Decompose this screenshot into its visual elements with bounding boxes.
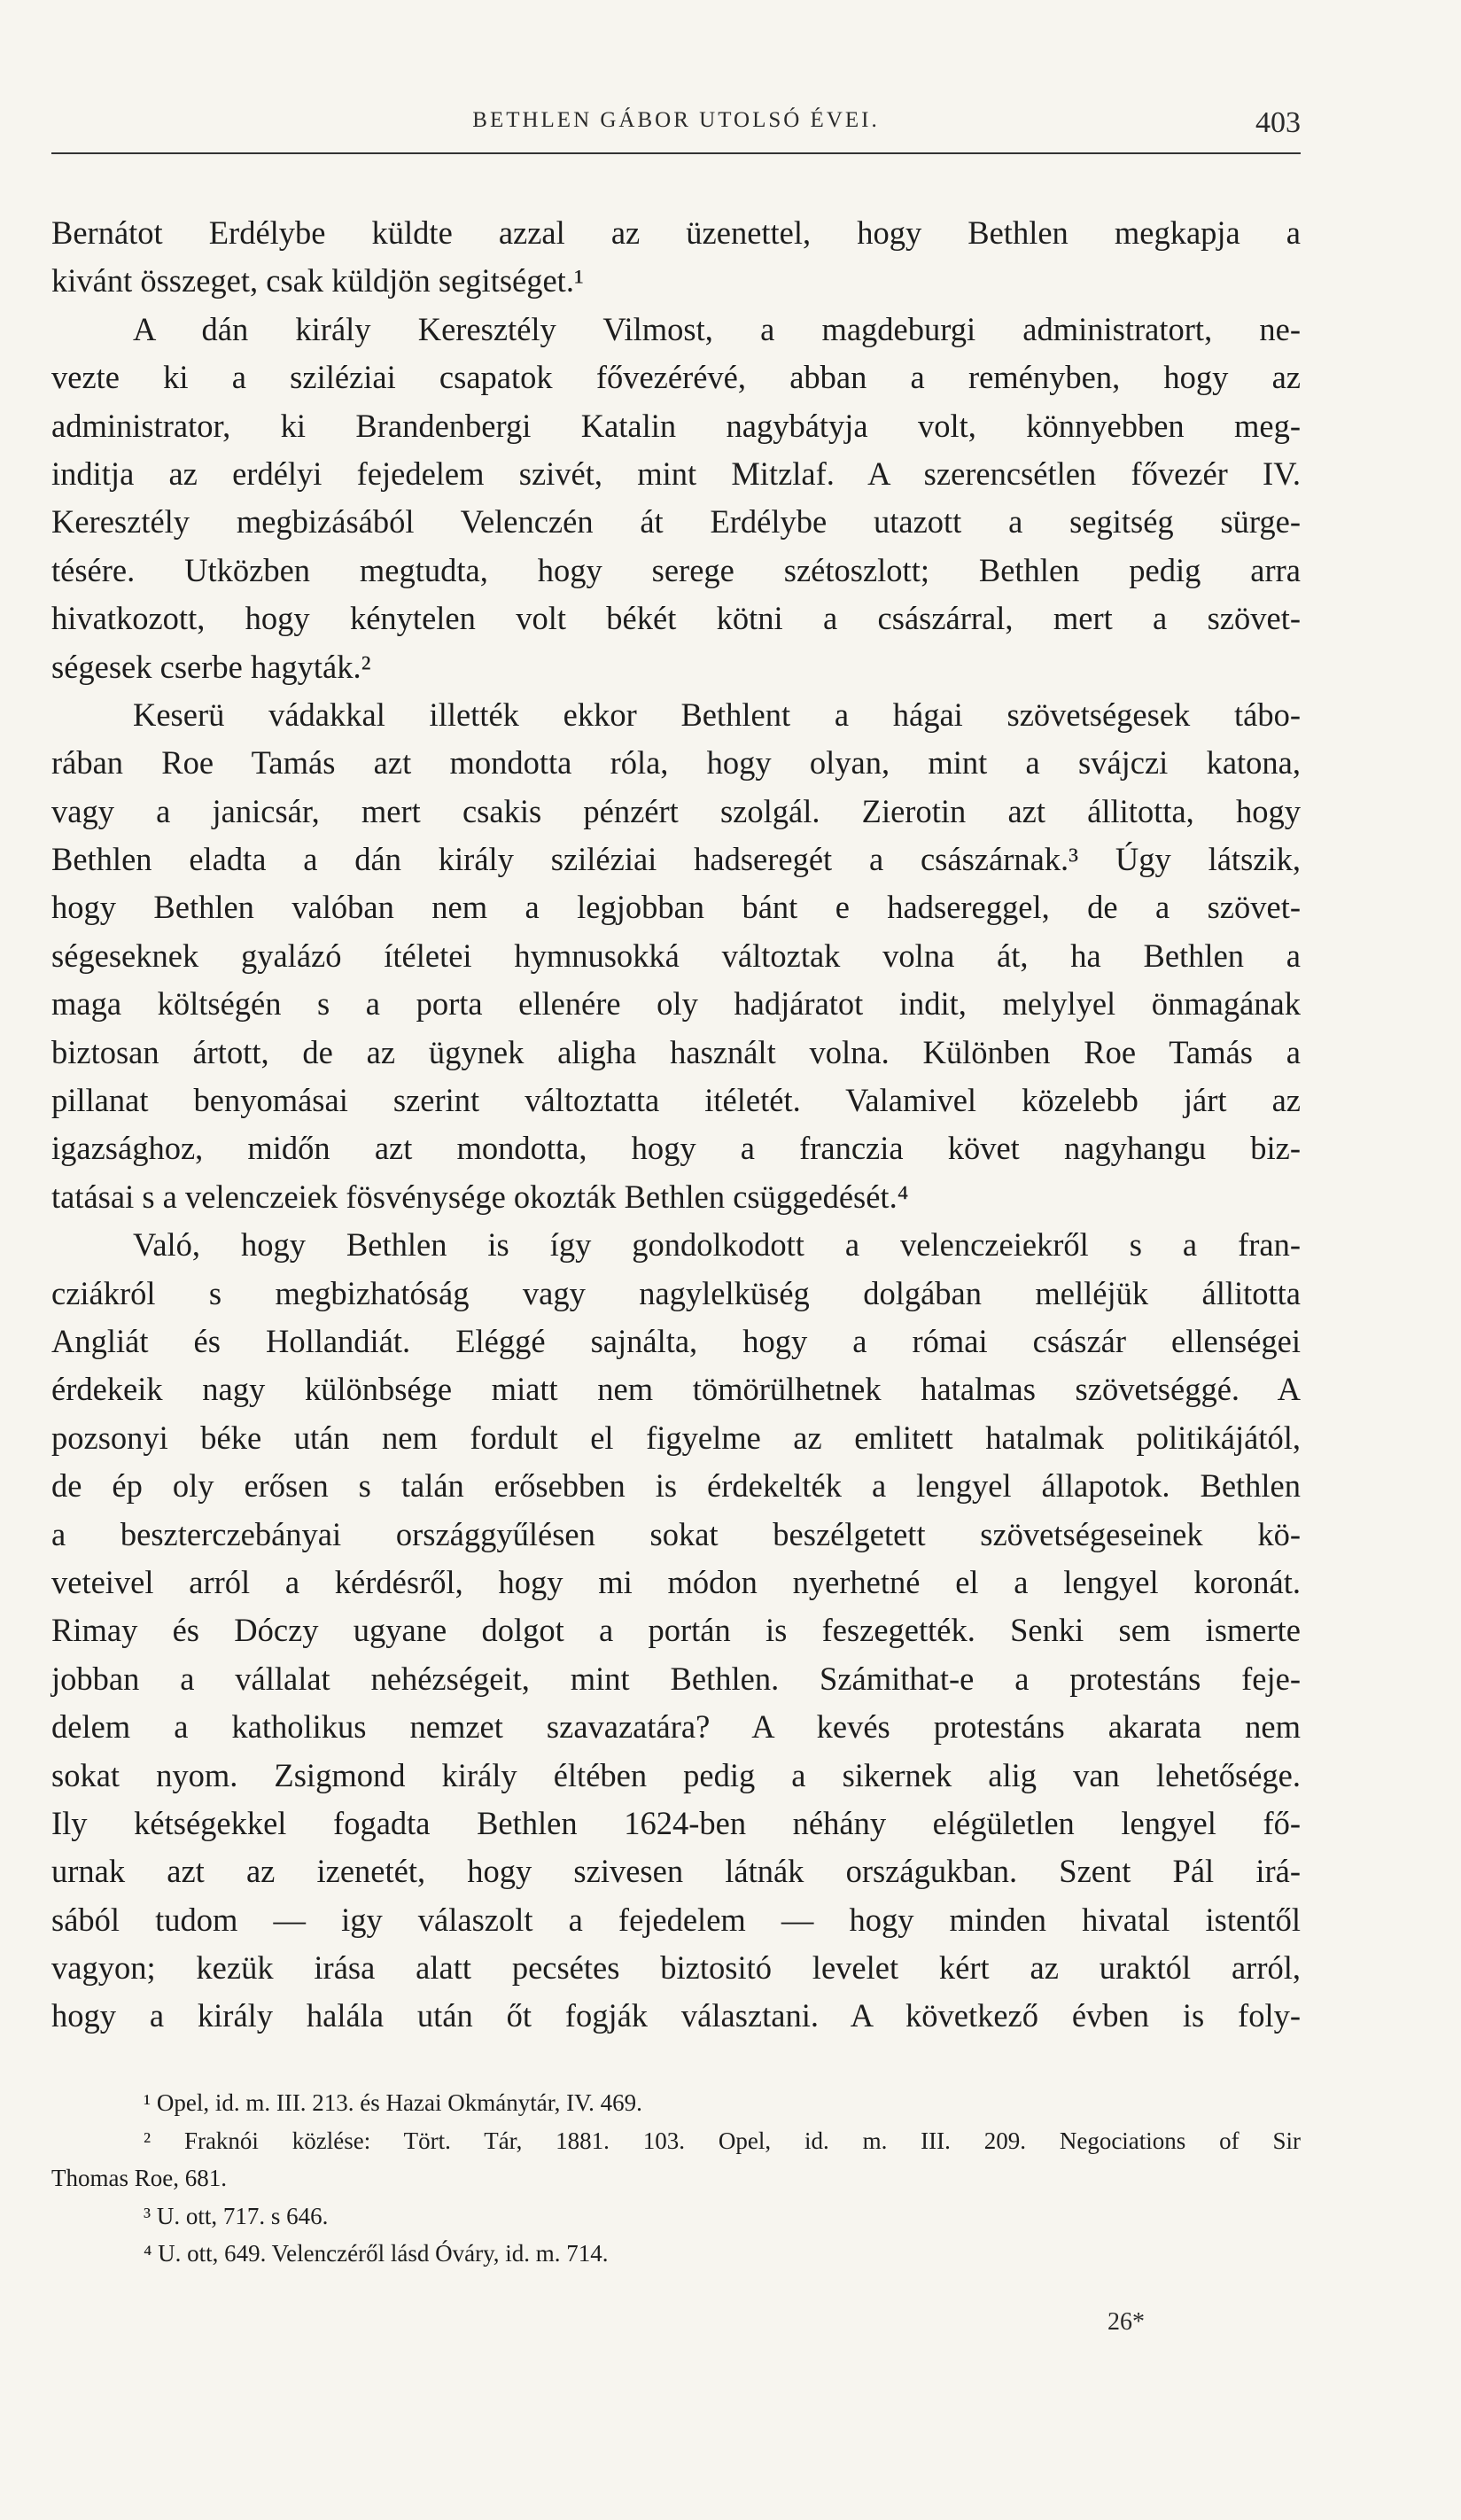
page-number: 403	[1255, 106, 1301, 139]
text-line: jobban a vállalat nehézségeit, mint Bethlen. Számithat-e a protestáns feje-	[51, 1660, 1301, 1697]
page-header	[51, 97, 1301, 151]
running-title: BETHLEN GÁBOR UTOLSÓ ÉVEI.	[472, 108, 880, 132]
text-line: delem a katholikus nemzet szavazatára? A kevés protestáns akarata nem	[51, 1708, 1301, 1746]
text-line: inditja az erdélyi fejedelem szivét, mint Mitzlaf. A szerencsétlen fővezér IV.	[51, 455, 1301, 492]
text-line: Rimay és Dóczy ugyane dolgot a portán is feszegették. Senki sem ismerte	[51, 1612, 1301, 1649]
text-line: veteivel arról a kérdésről, hogy mi módon nyerhetné el a lengyel koronát.	[51, 1563, 1301, 1600]
text-line: rában Roe Tamás azt mondotta róla, hogy olyan, mint a svájczi katona,	[51, 744, 1301, 782]
text-line: Bethlen eladta a dán király sziléziai hadseregét a császárnak.³ Úgy látszik,	[51, 841, 1301, 878]
text-line: biztosan ártott, de az ügynek aligha használt volna. Különben Roe Tamás a	[51, 1033, 1301, 1070]
footnote-line: ¹ Opel, id. m. III. 213. és Hazai Okmánytár, IV. 469.	[144, 2089, 642, 2116]
footnote-line: ³ U. ott, 717. s 646.	[144, 2202, 329, 2229]
body-text	[51, 209, 1301, 2041]
text-line: a beszterczebányai országgyűlésen sokat beszélgetett szövetségeseinek kö-	[51, 1515, 1301, 1552]
text-line: vezte ki a sziléziai csapatok fővezérévé, abban a reményben, hogy az	[51, 359, 1301, 396]
text-line: de ép oly erősen s talán erősebben is érdekelték a lengyel állapotok. Bethlen	[51, 1467, 1301, 1505]
text-line: hogy a király halála után őt fogják választani. A következő évben is foly-	[51, 1997, 1301, 2034]
text-line: maga költségén s a porta ellenére oly hadjáratot indit, melylyel önmagának	[51, 985, 1301, 1023]
text-line: hogy Bethlen valóban nem a legjobban bánt e hadsereggel, de a szövet-	[51, 889, 1301, 926]
text-line: ségeseknek gyalázó ítéletei hymnusokká változtak volna át, ha Bethlen a	[51, 937, 1301, 974]
signature-mark: 26*	[1107, 2308, 1145, 2336]
text-line: pozsonyi béke után nem fordult el figyelme az emlitett hatalmak politikájától,	[51, 1419, 1301, 1456]
text-line: sából tudom — igy válaszolt a fejedelem — hogy minden hivatal istentől	[51, 1901, 1301, 1938]
text-line: tésére. Utközben megtudta, hogy serege szétoszlott; Bethlen pedig arra	[51, 551, 1301, 588]
text-line: Keresztély megbizásából Velenczén át Erdélybe utazott a segitség sürge-	[51, 503, 1301, 541]
text-line: sokat nyom. Zsigmond király éltében pedig a sikernek alig van lehetősége.	[51, 1756, 1301, 1793]
footnote-line: ⁴ U. ott, 649. Velenczéről lásd Óváry, id. m. 714.	[144, 2240, 609, 2267]
text-line: Ily kétségekkel fogadta Bethlen 1624-ben néhány elégületlen lengyel fő-	[51, 1804, 1301, 1841]
footnote-line: ² Fraknói közlése: Tört. Tár, 1881. 103. Opel, id. m. III. 209. Negociations of Sir	[144, 2127, 1301, 2154]
text-line: igazsághoz, midőn azt mondotta, hogy a franczia követ nagyhangu biz-	[51, 1130, 1301, 1167]
text-line: ségesek cserbe hagyták.²	[51, 648, 371, 685]
text-line: pillanat benyomásai szerint változtatta itéletét. Valamivel közelebb járt az	[51, 1082, 1301, 1119]
text-line: Angliát és Hollandiát. Eléggé sajnálta, hogy a római császár ellenségei	[51, 1322, 1301, 1359]
text-line: vagyon; kezük irása alatt pecsétes biztositó levelet kért az uraktól arról,	[51, 1949, 1301, 1987]
text-line: érdekeik nagy különbsége miatt nem tömörülhetnek hatalmas szövetséggé. A	[51, 1371, 1301, 1408]
text-line: urnak azt az izenetét, hogy szivesen látnák országukban. Szent Pál irá-	[51, 1853, 1301, 1890]
footnote-line: Thomas Roe, 681.	[51, 2165, 227, 2191]
text-line: A dán király Keresztély Vilmost, a magdeburgi administratort, ne-	[133, 310, 1301, 347]
text-line: administrator, ki Brandenbergi Katalin nagybátyja volt, könnyebben meg-	[51, 407, 1301, 444]
footnotes	[51, 2084, 1301, 2273]
text-line: vagy a janicsár, mert csakis pénzért szolgál. Zierotin azt állitotta, hogy	[51, 792, 1301, 829]
text-line: tatásai s a velenczeiek fösvénysége okozták Bethlen csüggedését.⁴	[51, 1178, 909, 1215]
text-line: Keserü vádakkal illették ekkor Bethlent a hágai szövetségesek tábo-	[133, 696, 1301, 733]
header-rule	[51, 152, 1301, 154]
text-line: Bernátot Erdélybe küldte azzal az üzenettel, hogy Bethlen megkapja a	[51, 214, 1301, 251]
text-line: Való, hogy Bethlen is így gondolkodott a velenczeiekről s a fran-	[133, 1226, 1301, 1264]
text-line: cziákról s megbizhatóság vagy nagylelküség dolgában melléjük állitotta	[51, 1274, 1301, 1311]
text-line: kivánt összeget, csak küldjön segitséget.¹	[51, 262, 584, 299]
text-line: hivatkozott, hogy kénytelen volt békét kötni a császárral, mert a szövet-	[51, 600, 1301, 637]
